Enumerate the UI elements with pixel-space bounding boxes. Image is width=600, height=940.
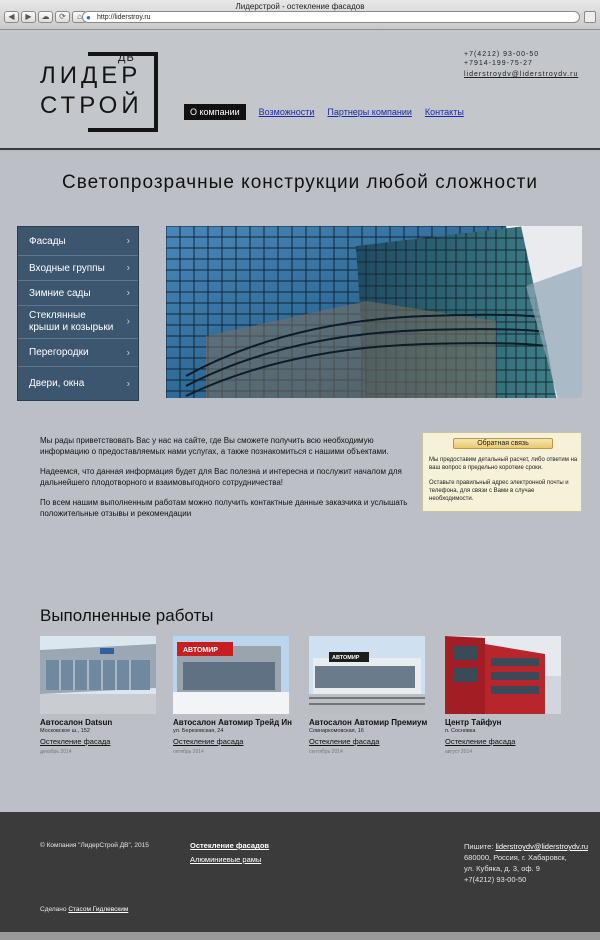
nav-item-contacts[interactable]: Контакты <box>424 107 464 117</box>
menu-item-facades[interactable] <box>18 227 138 256</box>
service-menu <box>17 226 139 401</box>
work-link[interactable]: Остекление фасада <box>445 737 516 746</box>
menu-item-label: Зимние сады <box>29 287 91 299</box>
copyright: © Компания "ЛидерСтрой ДВ", 2015 <box>40 842 149 849</box>
made-by <box>40 906 128 913</box>
chevron-right-icon: › <box>126 235 130 247</box>
main-nav <box>184 104 464 120</box>
nav-item-partners[interactable]: Партнеры компании <box>327 107 412 117</box>
works-heading: Выполненные работы <box>40 606 214 625</box>
intro-paragraph: Мы рады приветствовать Вас у нас на сайте, где Вы сможете получить всю необходимую информацию о предоставляемых нами услугах, а также познакомиться с нашими объектами. <box>40 436 389 456</box>
work-title: Центр Тайфун <box>445 718 502 727</box>
icloud-icon[interactable]: ☁ <box>38 11 53 23</box>
company-logo[interactable] <box>40 52 158 132</box>
back-button[interactable]: ◀ <box>4 11 19 23</box>
menu-item-partitions[interactable] <box>18 339 138 367</box>
hero-image <box>166 226 582 398</box>
phone-2: +7914-199-75-27 <box>464 60 533 67</box>
work-date: сентябрь 2014 <box>309 749 343 755</box>
sign-text: АВТОМИР <box>332 655 360 661</box>
intro-paragraph: Надеемся, что данная информация будет для Вас полезна и интересна и послужит началом для дальнейшего плодотворного и взаимовыгодного сотрудничества! <box>40 467 402 487</box>
footer-link-facades[interactable]: Остекление фасадов <box>190 841 270 850</box>
work-date: декабрь 2014 <box>40 749 72 755</box>
work-card[interactable] <box>309 636 427 755</box>
menu-item-doors-windows[interactable] <box>18 367 138 400</box>
feedback-text <box>429 456 579 510</box>
address-text: http://liderstroy.ru <box>97 14 151 21</box>
address-line-2: ул. Кубяка, д. 3, оф. 9 <box>464 864 540 873</box>
fullscreen-button[interactable] <box>584 11 596 23</box>
chevron-right-icon: › <box>126 262 130 274</box>
footer-links <box>190 841 269 869</box>
work-photo[interactable] <box>40 636 156 714</box>
work-photo[interactable] <box>173 636 289 714</box>
footer-link-frames[interactable]: Алюминиевые рамы <box>190 855 262 864</box>
window-bottom-bar <box>0 932 600 940</box>
footer-phone: +7(4212) 93-00-50 <box>464 875 527 884</box>
logo-suffix: ДВ <box>118 52 135 64</box>
work-address: Совнаркомовская, 16 <box>309 728 364 734</box>
made-by-link[interactable]: Стасом Гидлевским <box>68 906 129 913</box>
menu-item-glass-roofs[interactable] <box>18 306 138 339</box>
menu-item-label: Входные группы <box>29 262 105 274</box>
work-link[interactable]: Остекление фасада <box>173 737 244 746</box>
work-address: ул. Березовская, 24 <box>173 728 224 734</box>
main-content <box>0 152 600 812</box>
footer-email-link[interactable]: liderstroydv@liderstroydv.ru <box>495 842 588 851</box>
chevron-right-icon: › <box>126 287 130 299</box>
work-photo[interactable] <box>309 636 425 714</box>
intro-text <box>40 436 410 529</box>
write-label: Пишите: <box>464 842 496 851</box>
feedback-box <box>422 432 582 512</box>
work-card[interactable] <box>445 636 563 755</box>
work-address: Московское ш., 152 <box>40 728 90 734</box>
work-link[interactable]: Остекление фасада <box>40 737 111 746</box>
work-card[interactable] <box>173 636 291 755</box>
menu-item-label: Фасады <box>29 235 66 247</box>
glass-building-illustration <box>166 226 582 398</box>
home-button[interactable]: ⌂ <box>72 11 87 23</box>
footer-address <box>464 841 588 885</box>
menu-item-label: Перегородки <box>29 347 89 358</box>
feedback-note: Мы предоставим детальный расчет, либо ответим на ваш вопрос в предельно короткие сроки. <box>429 457 578 471</box>
feedback-note: Оставьте правильный адрес электронной почты и телефона, для связи с Вами в случае необходимости. <box>429 480 569 502</box>
header-contacts <box>464 50 578 79</box>
work-card[interactable] <box>40 636 158 755</box>
phone-1: +7(4212) 93-00-50 <box>464 51 540 58</box>
work-address: п. Сосновка <box>445 728 476 734</box>
made-by-label: Сделано <box>40 906 69 913</box>
logo-line-1: ЛИДЕР <box>40 62 142 89</box>
menu-item-winter-gardens[interactable] <box>18 281 138 306</box>
page-tagline: Светопрозрачные конструкции любой сложности <box>62 172 538 193</box>
browser-toolbar <box>0 0 600 30</box>
chevron-right-icon: › <box>126 316 130 327</box>
globe-icon: ● <box>86 13 91 22</box>
reload-button[interactable]: ⟳ <box>55 11 70 23</box>
chevron-right-icon: › <box>126 378 130 389</box>
work-title: Автосалон Автомир Трейд Ин <box>173 718 292 727</box>
address-bar[interactable] <box>82 11 580 23</box>
toolbar-buttons <box>4 11 87 23</box>
sign-text: АВТОМИР <box>183 647 218 654</box>
site-footer <box>0 812 600 932</box>
feedback-button[interactable]: Обратная связь <box>453 438 553 449</box>
menu-item-label: Двери, окна <box>29 378 85 389</box>
logo-line-2: СТРОЙ <box>40 92 143 119</box>
address-line-1: 680000, Россия, г. Хабаровск, <box>464 853 567 862</box>
chevron-right-icon: › <box>126 347 130 358</box>
forward-button[interactable]: ▶ <box>21 11 36 23</box>
work-title: Автосалон Datsun <box>40 718 113 727</box>
window-title: Лидерстрой - остекление фасадов <box>235 2 365 11</box>
menu-item-label: Стеклянные крыши и козырьки <box>29 310 114 333</box>
work-link[interactable]: Остекление фасада <box>309 737 380 746</box>
work-photo[interactable] <box>445 636 561 714</box>
site-header <box>0 30 600 150</box>
work-title: Автосалон Автомир Премиум <box>309 718 428 727</box>
intro-paragraph: По всем нашим выполненным работам можно получить контактные данные заказчика и услышать положительные отзывы и рекомендации <box>40 498 408 518</box>
work-date: август 2014 <box>445 749 473 755</box>
menu-item-entrances[interactable] <box>18 256 138 281</box>
header-email-link[interactable]: liderstroydv@liderstroydv.ru <box>464 71 579 78</box>
nav-item-about[interactable]: О компании <box>184 104 246 120</box>
nav-item-capabilities[interactable]: Возможности <box>258 107 315 117</box>
work-date: октябрь 2014 <box>173 749 204 755</box>
